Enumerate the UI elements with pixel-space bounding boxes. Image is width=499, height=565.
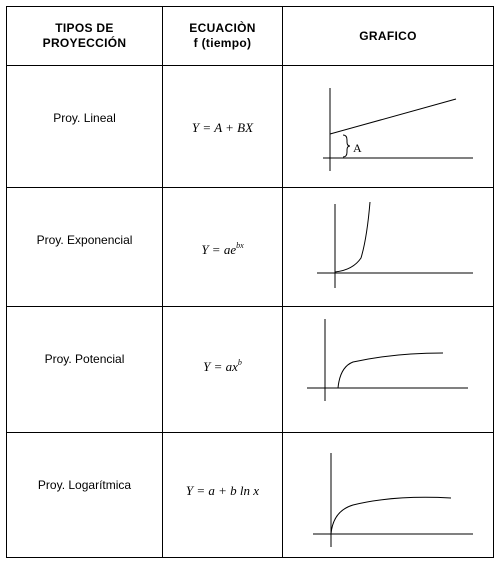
equation-logarithmic: Y = a + b ln x [185, 483, 260, 498]
header-ecuacion [163, 7, 282, 65]
logarithmic-curve [331, 497, 451, 534]
row-logaritmica-label: Proy. Logarítmica [37, 477, 132, 492]
row-exponencial-label: Proy. Exponencial [36, 232, 133, 247]
row-logaritmica-equation [163, 433, 282, 548]
exponential-curve [335, 202, 370, 272]
row-exponencial-equation [163, 188, 282, 306]
row-lineal-label: Proy. Lineal [53, 110, 116, 125]
row-logaritmica-name [7, 433, 162, 537]
eq-exp-base: Y = ae [201, 241, 237, 257]
row-lineal-equation [163, 66, 282, 188]
header-tipos-line1: TIPOS DE [55, 21, 114, 35]
equation-linear: Y = A + BX [191, 119, 254, 135]
row-exponencial-name [7, 188, 162, 292]
header-tipos-proyeccion [7, 7, 162, 65]
graph-logarithmic [283, 433, 493, 557]
linear-plot [283, 66, 493, 187]
header-ecuacion-line2: f (tiempo) [193, 36, 252, 50]
header-grafico [283, 7, 493, 65]
header-tipos-line2: PROYECCIÓN [42, 36, 127, 50]
logarithmic-plot [283, 433, 493, 557]
equation-exponential [201, 238, 243, 257]
header-ecuacion-line1: ECUACIÒN [189, 21, 256, 35]
eq-pow-sup: b [237, 358, 242, 367]
brace-icon [343, 135, 350, 157]
row-potencial-label: Proy. Potencial [44, 351, 125, 366]
graph-linear [283, 66, 493, 187]
row-lineal-name [7, 66, 162, 170]
eq-exp-sup: bx [236, 240, 244, 250]
row-potencial-equation [163, 307, 282, 422]
linear-curve [330, 99, 456, 134]
exponential-plot [283, 188, 493, 306]
equation-power [203, 355, 242, 374]
header-grafico-label: GRAFICO [359, 28, 417, 43]
annotation-a: A [353, 141, 362, 155]
graph-power [283, 307, 493, 432]
row-potencial-name [7, 307, 162, 411]
graph-exponential [283, 188, 493, 306]
power-plot [283, 307, 493, 432]
eq-pow-base: Y = ax [203, 359, 238, 374]
power-curve [338, 353, 443, 388]
